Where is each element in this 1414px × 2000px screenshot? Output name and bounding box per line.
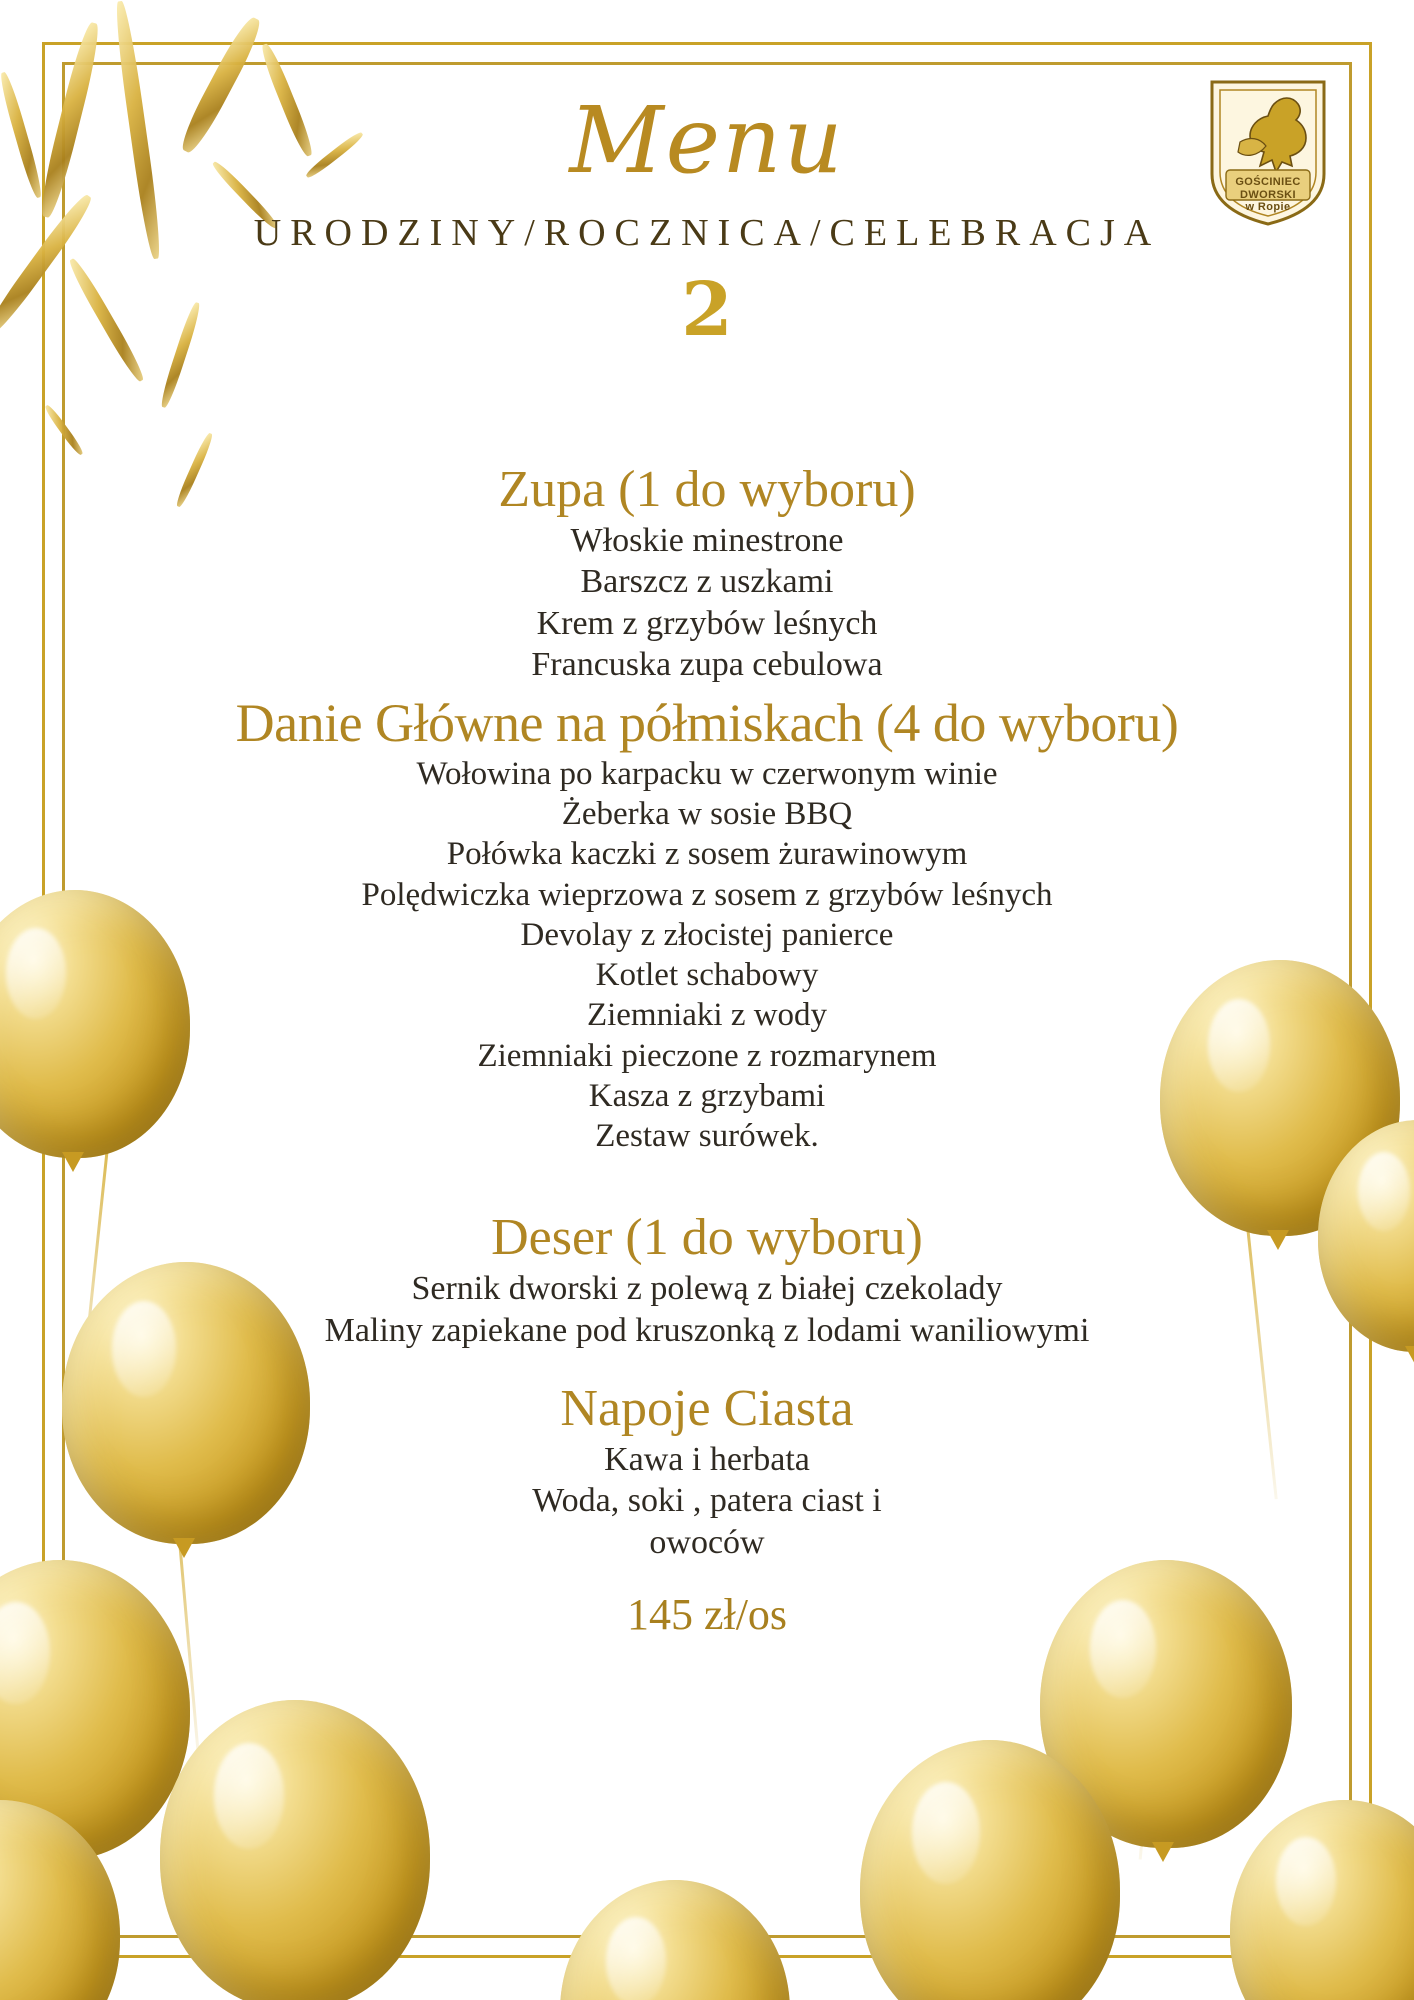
section-spacer (90, 1162, 1324, 1208)
balloon (160, 1700, 430, 2000)
menu-item: Włoskie minestrone (570, 521, 844, 559)
menu-item: Ziemniaki z wody (586, 997, 828, 1034)
menu-item: Wołowina po karpacku w czerwonym winie (416, 755, 998, 792)
menu-section-napoje-ciasta (90, 1379, 1324, 1563)
menu-item: Ziemniaki pieczone z rozmarynem (477, 1037, 937, 1074)
menu-item: Żeberka w sosie BBQ (561, 796, 853, 833)
menu-item: Kotlet schabowy (595, 957, 819, 994)
crest-line-1: GOŚCINIEC (1235, 176, 1301, 189)
menu-item: Polędwiczka wieprzowa z sosem z grzybów leśnych (361, 876, 1053, 913)
section-spacer (90, 1357, 1324, 1379)
menu-item: Zestaw surówek. (595, 1118, 819, 1155)
menu-item: Krem z grzybów leśnych (536, 604, 878, 642)
menu-item: Barszcz z uszkami (580, 563, 834, 601)
section-heading: Napoje Ciasta (560, 1380, 854, 1437)
poster-header (0, 87, 1414, 353)
menu-section-deser (90, 1208, 1324, 1351)
gosciniec-dworski-logo (1204, 78, 1332, 228)
crest-line-3: w Ropie (1245, 201, 1291, 214)
page-subtitle: URODZINY/ROCZNICA/CELEBRACJA (253, 212, 1161, 254)
menu-item: Kawa i herbata (604, 1440, 810, 1478)
menu-item: owoców (649, 1523, 765, 1561)
menu-section-danie-glowne (90, 692, 1324, 1157)
section-heading: Danie Główne na półmiskach (4 do wyboru) (235, 692, 1179, 753)
section-heading: Zupa (1 do wyboru) (498, 461, 916, 518)
menu-content (90, 460, 1324, 1640)
crest-text (1204, 176, 1332, 214)
price-per-person: 145 zł/os (626, 1590, 788, 1640)
menu-item: Woda, soki , patera ciast i (532, 1482, 882, 1520)
menu-item: Kasza z grzybami (588, 1077, 826, 1114)
option-number: 2 (681, 267, 733, 353)
section-heading: Deser (1 do wyboru) (491, 1209, 923, 1267)
menu-item: Devolay z złocistej panierce (520, 916, 894, 953)
page-title: Menu (569, 87, 845, 194)
menu-item: Połówka kaczki z sosem żurawinowym (446, 836, 968, 873)
crest-line-2: DWORSKI (1240, 188, 1296, 201)
menu-item: Maliny zapiekane pod kruszonką z lodami waniliowymi (324, 1311, 1090, 1349)
menu-item: Sernik dworski z polewą z białej czekolady (411, 1270, 1003, 1308)
menu-item: Francuska zupa cebulowa (531, 646, 883, 684)
menu-section-zupa (90, 460, 1324, 686)
